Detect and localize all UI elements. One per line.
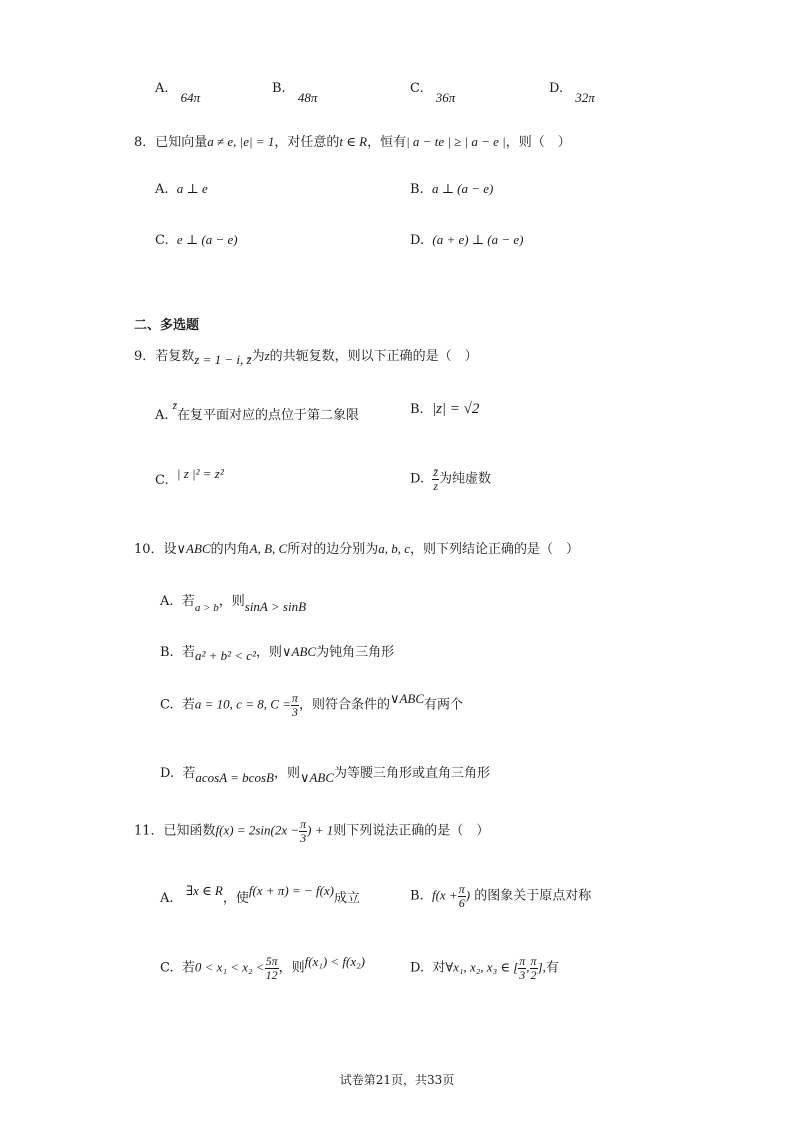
section-title: 二、多选题 — [134, 318, 200, 333]
q11-option-b: B. f(x + $\frac{\pi}{6}$ ) 的图象关于原点对称 — [410, 882, 592, 910]
q11-stem: 11．已知函数f(x) = 2sin(2x − $\frac{\pi}{3}$ ) + 1则下列说法正确的是（ ） — [134, 817, 490, 845]
q11-option-c: C. 若0 < x₁ < x₂ < $\frac{5\pi}{12}$ ，则f(x₁) < f(x₂) — [160, 953, 365, 982]
q8-option-a: A. a ⊥ e — [155, 181, 208, 197]
fraction: $\frac{z̄}{z}$ — [433, 465, 439, 493]
q10-stem: 10．设∨ABC的内角A, B, C所对的边分别为a, b, c，则下列结论正确的是（ ） — [134, 541, 580, 557]
q10-option-b: B. 若a² + b² < c²，则∨ABC为钝角三角形 — [160, 644, 395, 663]
q10-option-c: C. 若a = 10, c = 8, C = $\frac{\pi}{3}$ ，则符合条件的∨ABC有两个 — [160, 690, 464, 719]
fraction: $\frac{\pi}{2}$ — [530, 954, 537, 982]
fraction: $\frac{\pi}{6}$ — [458, 882, 465, 910]
page-footer: 试卷第21页，共33页 — [339, 1073, 455, 1087]
q8-option-b: B. a ⊥ (a − e) — [410, 181, 494, 197]
q8-option-c: C. e ⊥ (a − e) — [155, 232, 238, 248]
q9-option-d: D. $\frac{z̄}{z}$ 为纯虚数 — [410, 465, 492, 493]
q7-option-b: B. 48π — [272, 81, 318, 105]
q9-stem: 9．若复数z = 1 − i, z̄为z的共轭复数，则以下正确的是（ ） — [134, 348, 478, 367]
q8-option-d: D. (a + e) ⊥ (a − e) — [410, 232, 524, 248]
q11-option-d: D. 对∀x₁, x₂, x₃ ∈ [ $\frac{\pi}{3}$ , $\frac{\pi}{2}$ ],有 — [410, 954, 559, 982]
fraction: $\frac{\pi}{3}$ — [291, 691, 298, 719]
fraction: $\frac{\pi}{3}$ — [300, 817, 307, 845]
q9-option-b: B. |z| = √2 — [410, 401, 480, 417]
q11-option-a: A. ∃x ∈ R，使f(x + π) = − f(x)成立 — [160, 883, 361, 906]
q9-option-c: C. | z |² = z² — [155, 466, 224, 488]
q7-option-d: D. 32π — [549, 81, 595, 105]
q10-option-d: D. 若acosA = bcosB，则∨ABC为等腰三角形或直角三角形 — [160, 766, 491, 785]
q8-stem: 8．已知向量a ≠ e, |e| = 1，对任意的t ∈ R，恒有| a − te | ≥ | a − e |，则（ ） — [134, 134, 571, 150]
q7-option-a: A. 64π — [155, 81, 201, 105]
q9-option-a: A. $^{z̄}$在复平面对应的点位于第二象限 — [155, 400, 359, 423]
q7-option-c: C. 36π — [410, 81, 456, 105]
q10-option-a: A. 若$_{a > b}$，则sinA > sinB — [160, 594, 307, 614]
fraction: $\frac{\pi}{3}$ — [519, 954, 526, 982]
fraction: $\frac{5\pi}{12}$ — [265, 954, 278, 982]
